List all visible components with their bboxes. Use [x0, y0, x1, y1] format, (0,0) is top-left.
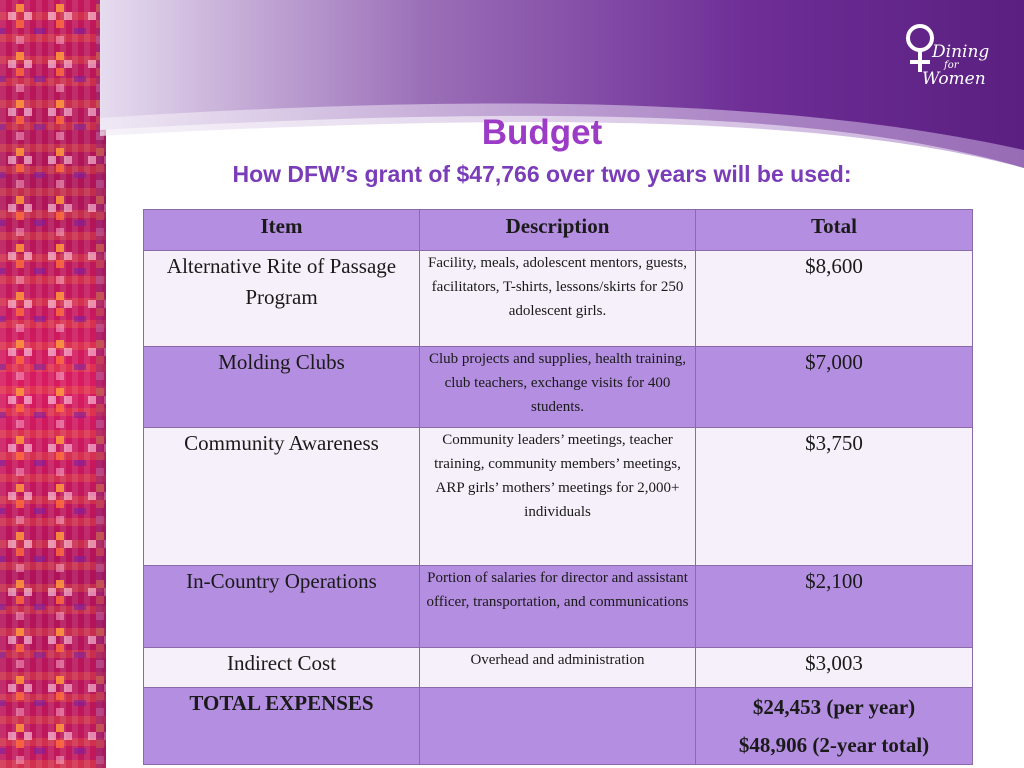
- row-item: Indirect Cost: [144, 648, 420, 688]
- row-total: $8,600: [696, 251, 973, 347]
- table-row: [144, 648, 973, 688]
- row-description: Club projects and supplies, health training, club teachers, exchange visits for 400 students.: [420, 347, 696, 428]
- row-description: Community leaders’ meetings, teacher training, community members’ meetings, ARP girls’ mothers’ meetings for 2,000+ individuals: [420, 428, 696, 566]
- column-header-total: Total: [696, 210, 973, 251]
- table-total-row: [144, 688, 973, 765]
- page-title: Budget: [481, 113, 603, 152]
- total-expenses-description: [420, 688, 696, 765]
- table-row: [144, 347, 973, 428]
- row-total: $7,000: [696, 347, 973, 428]
- total-expenses-values: [696, 688, 973, 765]
- total-expenses-label: TOTAL EXPENSES: [144, 688, 420, 765]
- column-header-description: Description: [420, 210, 696, 251]
- row-item: Community Awareness: [144, 428, 420, 566]
- row-total: $3,750: [696, 428, 973, 566]
- budget-table: [143, 209, 973, 765]
- table-header-row: [144, 210, 973, 251]
- logo-line-3: Women: [922, 69, 986, 89]
- logo-line-1: Dining: [932, 42, 990, 62]
- column-header-item: Item: [144, 210, 420, 251]
- dining-for-women-logo: [900, 20, 1015, 100]
- table-row: [144, 566, 973, 648]
- page-subtitle: How DFW’s grant of $47,766 over two years will be used:: [232, 161, 852, 187]
- total-per-year: $24,453 (per year): [752, 695, 916, 719]
- row-item: In-Country Operations: [144, 566, 420, 648]
- table-row: [144, 428, 973, 566]
- row-item: Alternative Rite of Passage Program: [144, 251, 420, 347]
- row-total: $3,003: [696, 648, 973, 688]
- total-two-year: $48,906 (2-year total): [738, 733, 930, 757]
- row-item: Molding Clubs: [144, 347, 420, 428]
- row-description: Facility, meals, adolescent mentors, guests, facilitators, T-shirts, lessons/skirts for 250 adolescent girls.: [420, 251, 696, 347]
- row-total: $2,100: [696, 566, 973, 648]
- row-description: Overhead and administration: [420, 648, 696, 688]
- table-row: [144, 251, 973, 347]
- row-description: Portion of salaries for director and assistant officer, transportation, and communications: [420, 566, 696, 648]
- logo-wordmark: [922, 44, 1017, 88]
- logo-line-2: for: [944, 60, 959, 71]
